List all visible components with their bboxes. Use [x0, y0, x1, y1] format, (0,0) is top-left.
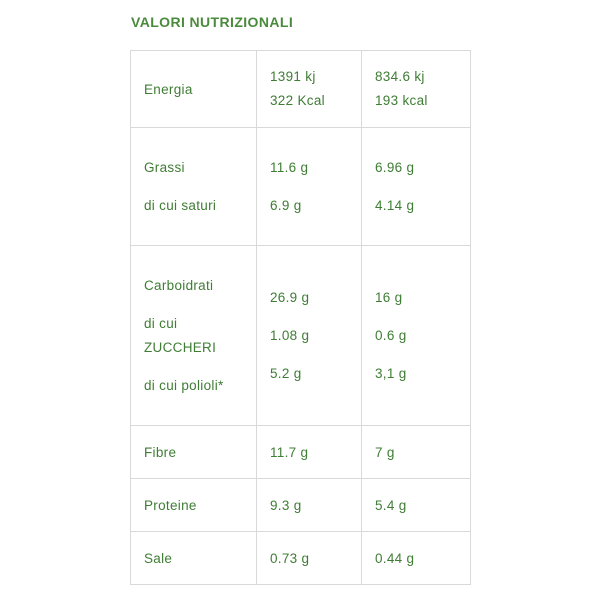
- row-sublabel-zuccheri-a: di cui: [144, 315, 178, 331]
- proteine-value-col1: 9.3 g: [257, 479, 362, 532]
- row-sublabel-zuccheri-b: ZUCCHERI: [144, 339, 217, 355]
- grassi-value-col2: 6.96 g 4.14 g: [362, 128, 471, 246]
- row-label-grassi: Grassi di cui saturi: [131, 128, 257, 246]
- row-sublabel-polioli: di cui polioli*: [144, 377, 224, 393]
- table-row: [131, 246, 471, 426]
- row-sublabel-saturi: di cui saturi: [144, 197, 217, 213]
- table-row: [131, 51, 471, 128]
- row-label-carboidrati: Carboidrati di cui ZUCCHERI di cui polioli*: [131, 246, 257, 426]
- carboidrati-value-col1: 26.9 g 1.08 g 5.2 g: [257, 246, 362, 426]
- page-title: VALORI NUTRIZIONALI: [131, 14, 294, 30]
- sale-value-col1: 0.73 g: [257, 532, 362, 585]
- row-label-sale: Sale: [131, 532, 257, 585]
- grassi-value-col1: 11.6 g 6.9 g: [257, 128, 362, 246]
- row-label-energia: Energia: [131, 51, 257, 128]
- carboidrati-value-col2: 16 g 0.6 g 3,1 g: [362, 246, 471, 426]
- energia-value-col2: 834.6 kj 193 kcal: [362, 51, 471, 128]
- table-row: [131, 128, 471, 246]
- table-row: [131, 426, 471, 479]
- nutrition-table: [130, 50, 471, 585]
- energia-value-col1: 1391 kj 322 Kcal: [257, 51, 362, 128]
- fibre-value-col2: 7 g: [362, 426, 471, 479]
- row-label-fibre: Fibre: [131, 426, 257, 479]
- sale-value-col2: 0.44 g: [362, 532, 471, 585]
- table-row: [131, 532, 471, 585]
- row-label-proteine: Proteine: [131, 479, 257, 532]
- fibre-value-col1: 11.7 g: [257, 426, 362, 479]
- proteine-value-col2: 5.4 g: [362, 479, 471, 532]
- table-row: [131, 479, 471, 532]
